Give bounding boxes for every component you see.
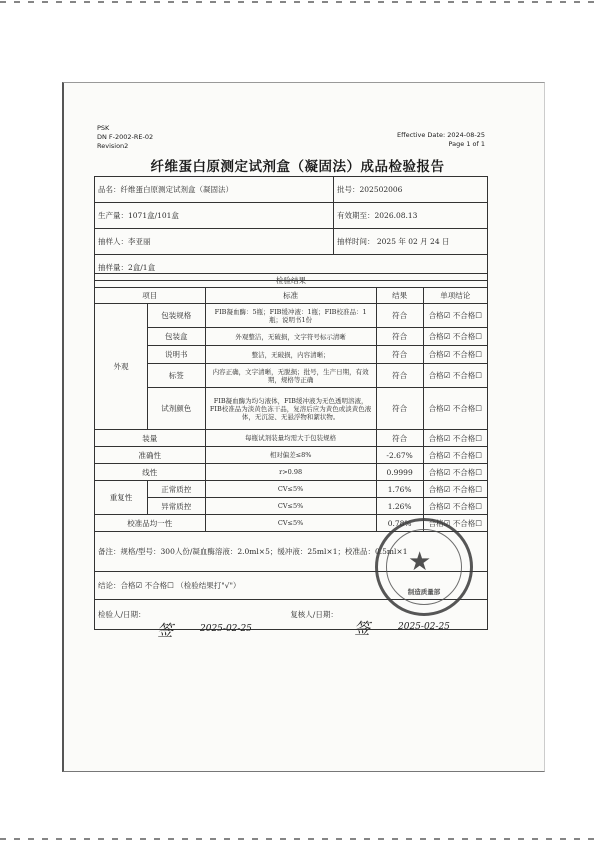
- row-standard: 整洁，无破损，内容清晰；: [205, 346, 376, 364]
- batch-number: 批号：202502006: [334, 177, 488, 203]
- row-conclusion: 合格☑ 不合格☐: [423, 481, 487, 498]
- row-conclusion: 合格☑ 不合格☐: [423, 464, 487, 481]
- row-item: 线性: [95, 464, 206, 481]
- row-result: 0.78%: [376, 515, 423, 532]
- report-title: 纤维蛋白原测定试剂盒（凝固法）成品检验报告: [150, 159, 445, 175]
- doc-number: DN F-2002-RE-02: [97, 133, 154, 141]
- row-item: 准确性: [95, 447, 206, 464]
- remarks: 备注：规格/型号：300人份/凝血酶溶液：2.0ml×5；缓冲液：25ml×1；校准品：0.5ml×1: [95, 532, 488, 572]
- group-appearance: 外观: [95, 304, 148, 430]
- doc-header-left: [97, 124, 153, 151]
- row-standard: CV≤5%: [205, 498, 376, 515]
- reviewer-signature: 签: [354, 619, 371, 638]
- row-standard: FIB凝血酶为均匀液体，FIB缓冲液为无色透明溶液，FIB校准品为淡黄色冻干品，复溶后应为黄色或淡黄色液体，无沉淀、无悬浮物和絮状物。: [205, 388, 376, 430]
- col-standard: 标准: [205, 288, 376, 304]
- product-info-table: [94, 176, 488, 281]
- row-sub: 正常质控: [148, 481, 206, 498]
- col-result: 结果: [376, 288, 423, 304]
- sampler: 抽样人：李亚丽: [95, 229, 334, 255]
- row-conclusion: 合格☑ 不合格☐: [423, 430, 487, 447]
- sample-quantity: 抽样量：2盒/1盒: [95, 255, 488, 281]
- row-result: -2.67%: [376, 447, 423, 464]
- row-conclusion: 合格☑ 不合格☐: [423, 515, 487, 532]
- star-icon: ★: [408, 547, 432, 577]
- row-standard: 每瓶试剂装量均需大于包装规格: [205, 430, 376, 447]
- section-title: 检验结果: [95, 274, 488, 288]
- production-quantity: 生产量：1071盒/101盒: [95, 203, 334, 229]
- revision: Revision2: [97, 142, 129, 150]
- row-item: 校准品均一性: [95, 515, 206, 532]
- row-sub: 包装规格: [148, 304, 206, 328]
- row-sub: 说明书: [148, 346, 206, 364]
- row-result: 0.9999: [376, 464, 423, 481]
- row-standard: 内容正确，文字清晰，无脱损；批号，生产日期，有效期，规格等正确: [205, 364, 376, 388]
- row-result: 1.26%: [376, 498, 423, 515]
- row-conclusion: 合格☑ 不合格☐: [423, 364, 487, 388]
- product-name: 品名：纤维蛋白原测定试剂盒（凝固法）: [95, 177, 334, 203]
- expiry-date: 有效期至：2026.08.13: [334, 203, 488, 229]
- row-result: 符合: [376, 430, 423, 447]
- row-result: 符合: [376, 388, 423, 430]
- reviewer-label: 复核人/日期：: [290, 610, 338, 619]
- page-number: Page 1 of 1: [448, 140, 485, 148]
- scan-artifact-top: [0, 1, 595, 3]
- row-result: 符合: [376, 364, 423, 388]
- row-standard: FIB凝血酶：5瓶；FIB缓冲液：1瓶；FIB校准品：1瓶；说明书1份: [205, 304, 376, 328]
- conclusion-line: 结论：合格☑ 不合格☐ （检验结果打"√"）: [95, 572, 488, 600]
- row-standard: 外观整洁，无破损，文字符号标示清晰: [205, 328, 376, 346]
- row-conclusion: 合格☑ 不合格☐: [423, 498, 487, 515]
- effective-date: Effective Date: 2024-08-25: [397, 131, 485, 139]
- company-code: PSK: [97, 124, 110, 132]
- doc-header-right: [397, 131, 485, 149]
- reviewer-date: 2025-02-25: [398, 622, 450, 632]
- sample-time: 抽样时间： 2025 年 02 月 24 日: [334, 229, 488, 255]
- inspector-signature: 签: [157, 621, 174, 640]
- scan-artifact-bottom: [0, 838, 595, 840]
- row-standard: CV≤5%: [205, 515, 376, 532]
- row-conclusion: 合格☑ 不合格☐: [423, 328, 487, 346]
- row-conclusion: 合格☑ 不合格☐: [423, 346, 487, 364]
- col-conclusion: 单项结论: [423, 288, 487, 304]
- row-result: 符合: [376, 304, 423, 328]
- row-standard: CV≤5%: [205, 481, 376, 498]
- row-sub: 试剂颜色: [148, 388, 206, 430]
- seal-text: 制造质量部: [407, 588, 441, 596]
- inspector-date: 2025-02-25: [200, 624, 252, 634]
- row-conclusion: 合格☑ 不合格☐: [423, 304, 487, 328]
- col-item: 项目: [95, 288, 206, 304]
- row-sub: 包装盒: [148, 328, 206, 346]
- inspector-label: 检验人/日期：: [98, 610, 146, 619]
- row-sub: 标签: [148, 364, 206, 388]
- row-standard: 相对偏差≤8%: [205, 447, 376, 464]
- row-conclusion: 合格☑ 不合格☐: [423, 447, 487, 464]
- row-result: 符合: [376, 346, 423, 364]
- group-repeatability: 重复性: [95, 481, 148, 515]
- row-conclusion: 合格☑ 不合格☐: [423, 388, 487, 430]
- row-sub: 异常质控: [148, 498, 206, 515]
- row-standard: r>0.98: [205, 464, 376, 481]
- company-seal: [375, 518, 473, 616]
- row-result: 符合: [376, 328, 423, 346]
- row-item: 装量: [95, 430, 206, 447]
- row-result: 1.76%: [376, 481, 423, 498]
